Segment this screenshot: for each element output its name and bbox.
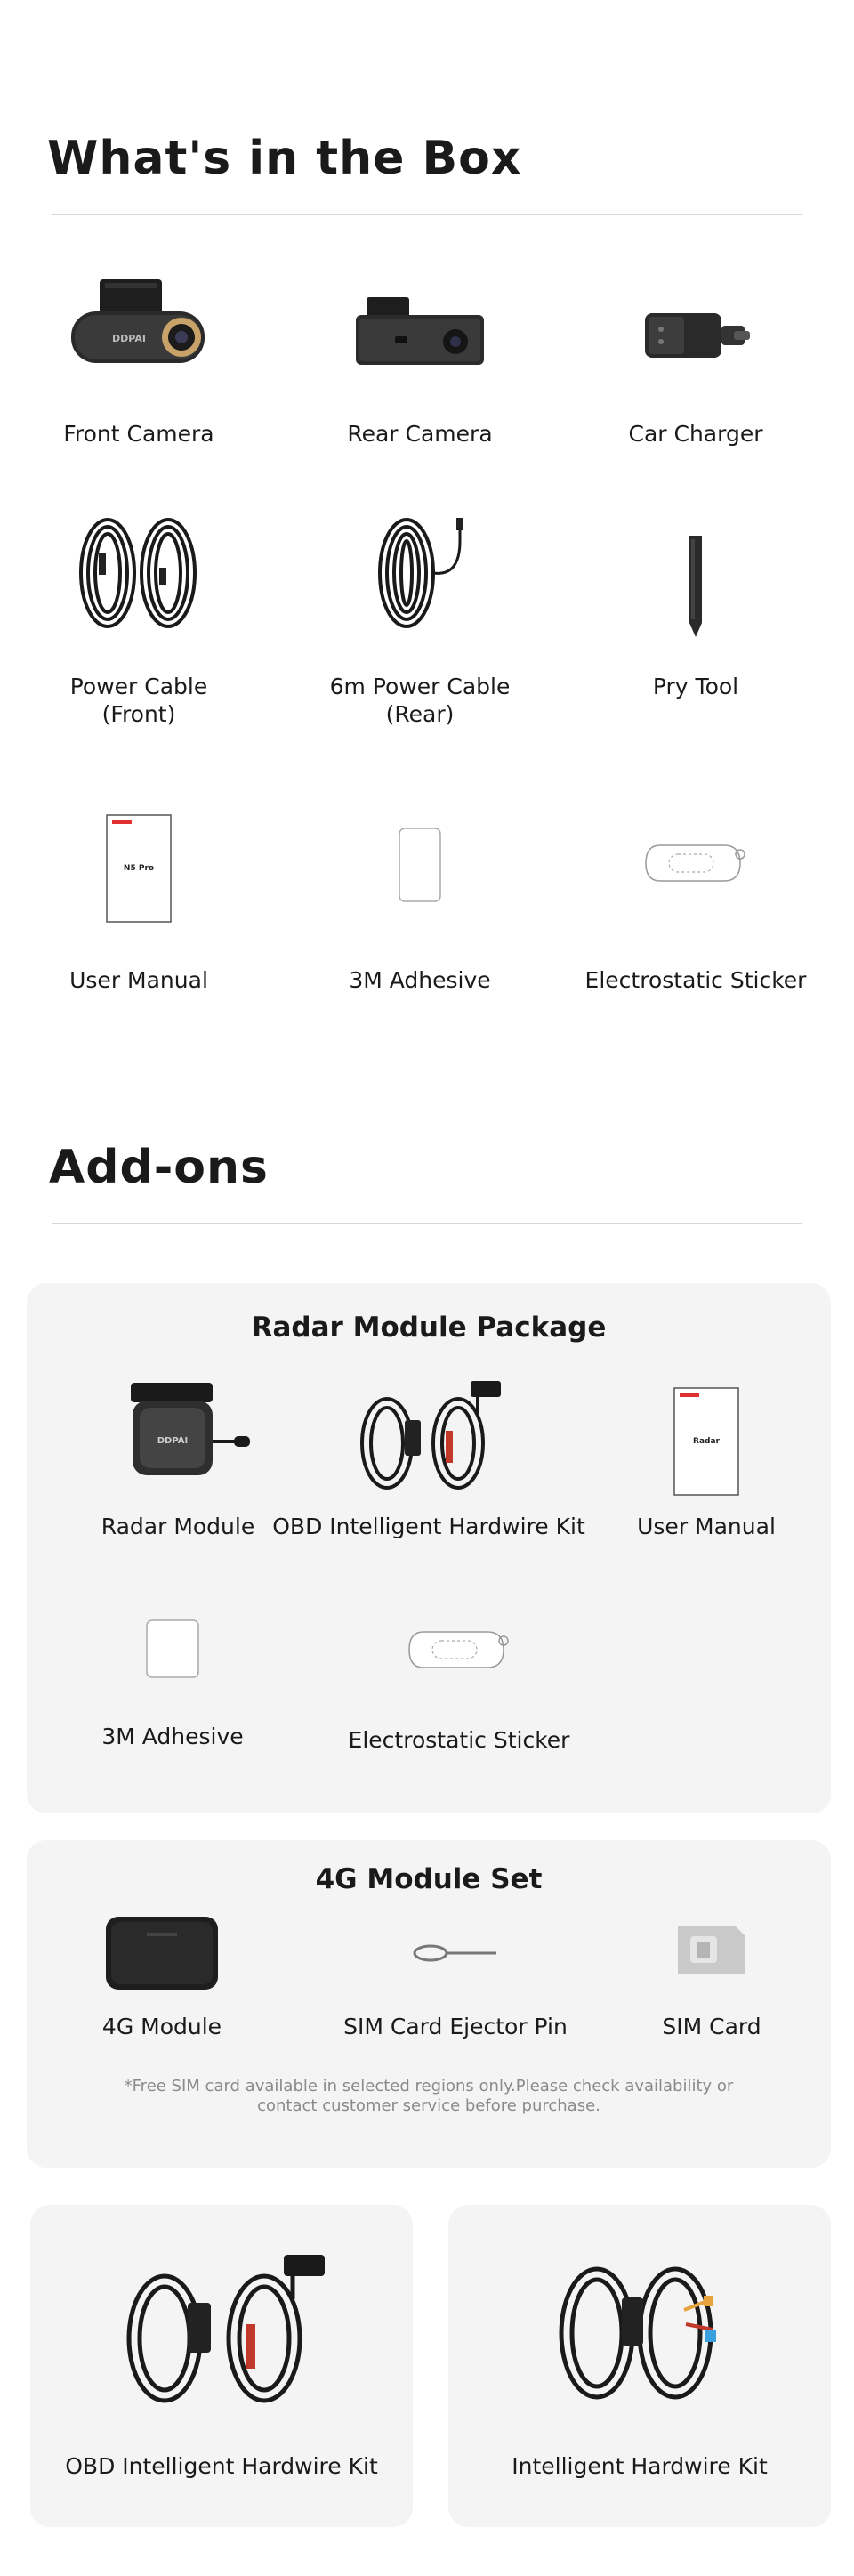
hardwire-kit-card <box>448 2205 831 2527</box>
radar-item-label: 3M Adhesive <box>101 1724 244 1749</box>
box-divider <box>52 214 802 215</box>
4g-item-sim-card <box>614 1908 810 2050</box>
box-item-rear-camera <box>313 258 527 454</box>
manual-cover-text: Radar <box>693 1437 720 1446</box>
box-item-3m-adhesive <box>313 801 527 997</box>
box-item-pry-tool <box>589 498 802 730</box>
kit-item-label: Intelligent Hardwire Kit <box>512 2453 768 2479</box>
power-cable-icon <box>72 514 205 639</box>
radar-item-label: Electrostatic Sticker <box>348 1727 570 1753</box>
kit-item-hardwire <box>448 2205 831 2527</box>
box-item-label: Rear Camera <box>347 421 493 447</box>
radar-package-title: Radar Module Package <box>251 1312 607 1344</box>
radar-module-icon <box>102 1377 254 1484</box>
radar-item-label: Radar Module <box>101 1514 255 1539</box>
manual-cover-text: N5 Pro <box>123 864 155 873</box>
adhesive-icon <box>144 1618 201 1680</box>
obd-hardwire-kit-icon <box>353 1377 504 1493</box>
box-section-title: What's in the Box <box>47 132 522 185</box>
box-item-label: User Manual <box>69 967 208 993</box>
4g-disclaimer-note: *Free SIM card available in selected regions only.Please check availability or contact customer service before purchase. <box>124 2077 734 2115</box>
box-item-car-charger <box>589 258 802 454</box>
box-item-label: 6m Power Cable (Rear) <box>329 674 511 727</box>
box-item-front-camera <box>32 258 246 454</box>
user-manual-icon <box>671 1385 742 1500</box>
addons-divider <box>52 1223 802 1224</box>
box-item-label: Pry Tool <box>652 674 739 699</box>
sim-ejector-pin-icon <box>411 1940 500 1966</box>
radar-item-label: OBD Intelligent Hardwire Kit <box>272 1514 585 1539</box>
adhesive-icon <box>397 826 443 906</box>
box-item-power-cable-front <box>32 498 246 730</box>
addons-section-title: Add-ons <box>49 1141 269 1194</box>
box-item-label: Front Camera <box>63 421 214 447</box>
radar-package-panel <box>27 1283 831 1813</box>
user-manual-icon <box>103 812 174 927</box>
box-item-label: Car Charger <box>628 421 763 447</box>
radar-module-logo: DDPAI <box>157 1436 189 1446</box>
radar-item-label: User Manual <box>637 1514 776 1539</box>
obd-hardwire-kit-icon <box>115 2249 328 2410</box>
radar-item-electrostatic-sticker <box>334 1616 584 1776</box>
rear-camera-icon <box>349 294 491 374</box>
box-item-electrostatic-sticker <box>578 801 813 997</box>
box-item-label: 3M Adhesive <box>349 967 491 993</box>
box-item-user-manual <box>32 801 246 997</box>
radar-item-obd-kit <box>272 1377 585 1555</box>
4g-module-panel <box>27 1840 831 2168</box>
front-camera-logo: DDPAI <box>112 333 146 344</box>
obd-kit-card <box>30 2205 413 2527</box>
radar-item-user-manual <box>600 1377 813 1555</box>
4g-item-label: SIM Card <box>662 2014 761 2039</box>
4g-item-module <box>55 1908 269 2050</box>
4g-module-icon <box>102 1913 222 1993</box>
4g-item-label: 4G Module <box>101 2014 222 2039</box>
electrostatic-sticker-icon <box>406 1623 512 1676</box>
radar-item-3m-adhesive <box>66 1616 279 1776</box>
4g-item-label: SIM Card Ejector Pin <box>343 2014 568 2039</box>
rear-power-cable-icon <box>362 514 478 639</box>
radar-item-radar-module <box>71 1377 285 1555</box>
4g-item-sim-ejector <box>313 1908 598 2050</box>
hardwire-kit-icon <box>551 2248 729 2408</box>
kit-item-obd <box>30 2205 413 2527</box>
electrostatic-sticker-icon <box>642 836 749 890</box>
box-item-label: Power Cable (Front) <box>69 674 208 727</box>
pry-tool-icon <box>682 534 709 641</box>
4g-module-title: 4G Module Set <box>315 1863 543 1895</box>
sim-card-icon <box>674 1922 749 1977</box>
box-item-rear-power-cable <box>313 498 527 730</box>
kit-item-label: OBD Intelligent Hardwire Kit <box>65 2453 378 2479</box>
front-camera-icon <box>59 276 219 374</box>
box-item-label: Electrostatic Sticker <box>584 967 807 993</box>
car-charger-icon <box>638 304 753 367</box>
